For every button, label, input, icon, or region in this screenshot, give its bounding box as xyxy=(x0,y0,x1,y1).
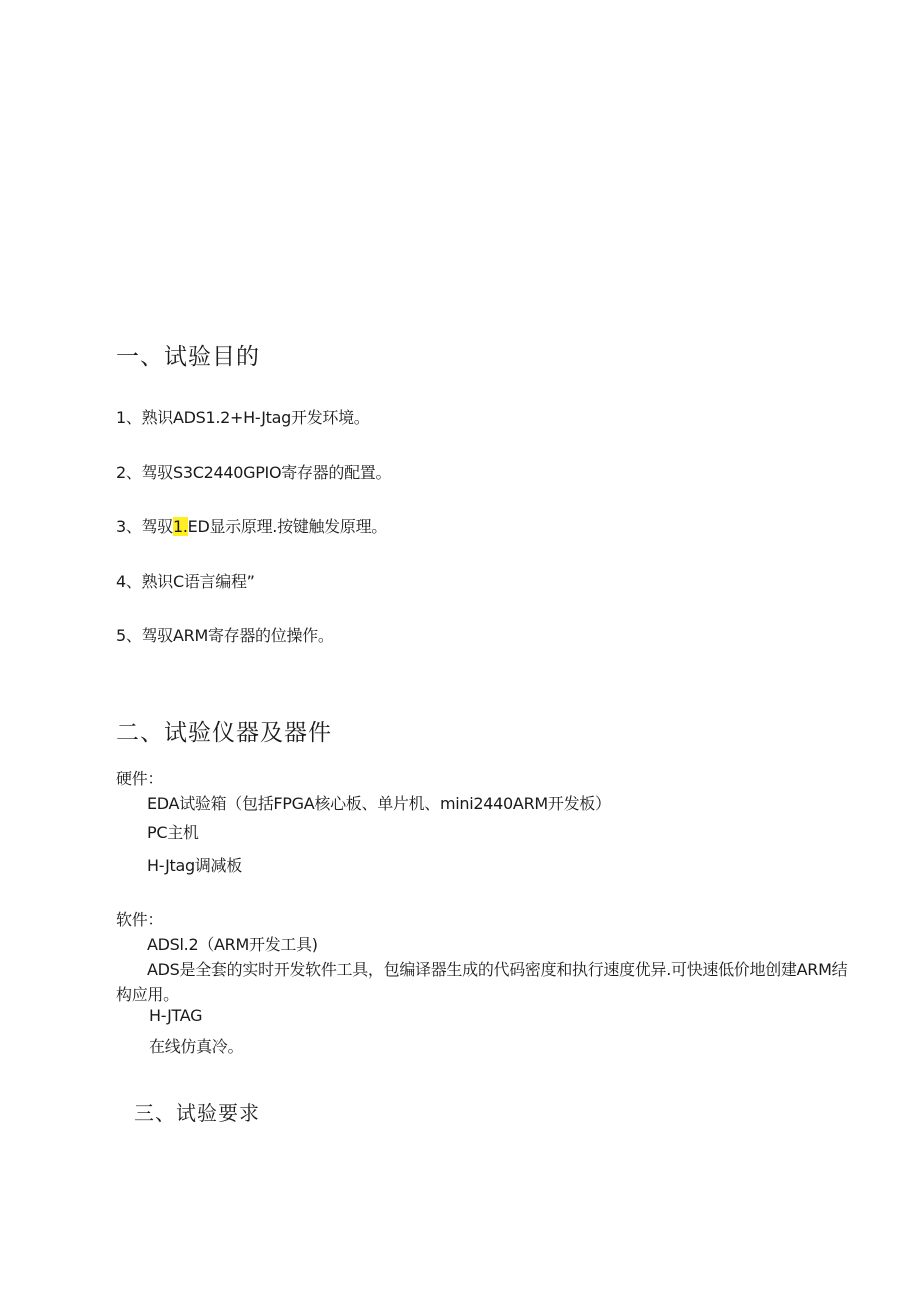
objective-item-1: 1、熟识ADS1.2+H-Jtag开发环境。 xyxy=(116,408,370,427)
section-heading-instruments: 二、试验仪器及器件 xyxy=(116,720,332,746)
objective-item-2: 2、驾驭S3C2440GPIO寄存器的配置。 xyxy=(116,463,392,482)
objective-item-5: 5、驾驭ARM寄存器的位操作。 xyxy=(116,626,334,645)
objective-item-4: 4、熟识C语言编程” xyxy=(116,572,255,591)
software-item-1: ADSl.2（ARM开发工具) xyxy=(147,935,318,954)
objective-item-3-suffix: ED显示原理.按键触发原理。 xyxy=(187,517,387,536)
section-heading-objectives: 一、试验目的 xyxy=(116,344,260,370)
hardware-item-2: PC主机 xyxy=(147,823,199,842)
software-item-2: H-JTAG xyxy=(149,1006,203,1025)
software-description-line-2: 构应用。 xyxy=(116,985,179,1004)
section-heading-requirements: 三、试验要求 xyxy=(134,1101,260,1125)
highlighted-text: 1. xyxy=(172,517,188,536)
hardware-item-1: EDA试验箱（包括FPGA核心板、单片机、mini2440ARM开发板） xyxy=(147,794,611,813)
objective-item-3-prefix: 3、驾驭 xyxy=(116,517,173,536)
hardware-item-3: H-Jtag调减板 xyxy=(147,856,242,875)
software-description-line-1: ADS是全套的实时开发软件工具，包编译器生成的代码密度和执行速度优异.可快速低价地创建ARM结 xyxy=(147,960,848,979)
software-label: 软件： xyxy=(116,910,164,929)
objective-item-3 xyxy=(116,514,387,537)
hardware-label: 硬件： xyxy=(116,769,164,788)
software-item-2-description: 在线仿真冷。 xyxy=(149,1037,244,1056)
